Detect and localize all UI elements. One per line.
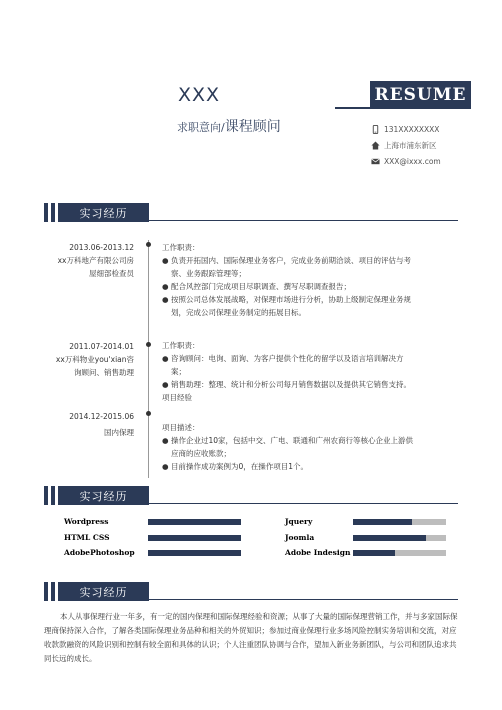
skill-bar bbox=[148, 535, 241, 541]
experience-date: 2013.06-2013.12 bbox=[69, 243, 134, 252]
home-icon bbox=[370, 141, 380, 151]
email-text: XXX@ixxx.com bbox=[384, 156, 441, 166]
list-item: ● 销售助理：整理、统计和分析公司每月销售数据以及提供其它销售支持。 bbox=[162, 380, 411, 389]
contact-phone bbox=[370, 124, 439, 134]
objective-role: 课程顾问 bbox=[224, 119, 281, 135]
resume-banner: RESUME bbox=[370, 81, 471, 108]
skill-bar-fill bbox=[353, 535, 426, 541]
experience-org: xx万科物业you'xian咨 bbox=[55, 355, 134, 364]
contact-email bbox=[370, 156, 441, 166]
experience-heading: 工作职责： bbox=[162, 341, 200, 350]
section-header-skills bbox=[44, 486, 458, 505]
experience-details bbox=[162, 241, 416, 319]
skill-name: HTML CSS bbox=[64, 533, 110, 542]
address-text: 上海市浦东新区 bbox=[384, 141, 437, 150]
skill-bar bbox=[148, 550, 241, 556]
skill-bar-fill bbox=[353, 519, 412, 525]
phone-icon bbox=[370, 124, 380, 134]
resume-underline bbox=[335, 107, 471, 109]
experience-heading: 工作职责： bbox=[162, 243, 200, 252]
section-title: 实习经历 bbox=[58, 582, 149, 601]
experience-date: 2014.12-2015.06 bbox=[69, 412, 134, 421]
section-header-summary bbox=[44, 582, 458, 601]
timeline-dot bbox=[146, 411, 151, 416]
experience-heading: 项目描述： bbox=[162, 423, 200, 432]
phone-text: 131XXXXXXXX bbox=[384, 124, 440, 134]
experience-org: xx万科地产有限公司房 bbox=[57, 256, 134, 265]
experience-org: 国内保理 bbox=[104, 428, 134, 437]
summary-paragraph: 本人从事保理行业一年多，有一定的国内保理和国际保理经验和资源；从事了大量的国际保理营销工作，并与多家国际保理商保持深入合作，了解各类国际保理业务品种和相关的外贸知识；参加过商业保理行业多场风险控制实务培训和交流，对应收款款融资的风险识别和控制有较全面和具体的认识；个人注重团队协调与合作，望加入新业务新团队，与公司和团队追求共同长远的成长。 bbox=[44, 612, 458, 663]
experience-role: 屋细部检查员 bbox=[89, 269, 134, 278]
skill-name: Wordpress bbox=[64, 517, 109, 526]
experience-details bbox=[162, 339, 416, 404]
experience-details bbox=[162, 421, 416, 473]
experience-meta bbox=[44, 241, 134, 280]
skill-bar-fill bbox=[353, 550, 395, 556]
list-item: ● 按照公司总体发展战略，对保理市场进行分析，协助上级制定保理业务规划，完成公司保理业务制定的拓展目标。 bbox=[162, 295, 411, 317]
experience-footer: 项目经验 bbox=[162, 393, 192, 402]
timeline-dot bbox=[146, 342, 151, 347]
experience-role: 询顾问、销售助理 bbox=[74, 368, 134, 377]
skill-bar bbox=[353, 519, 446, 525]
skill-name: Joomla bbox=[285, 533, 315, 542]
skill-name: Adobe Indesign bbox=[285, 548, 351, 557]
skill-name: AdobePhotoshop bbox=[64, 548, 135, 557]
experience-meta bbox=[44, 410, 134, 439]
skill-bar-fill bbox=[148, 550, 241, 556]
section-title: 实习经历 bbox=[58, 486, 149, 505]
experience-date: 2011.07-2014.01 bbox=[69, 342, 134, 351]
skill-bar bbox=[353, 550, 446, 556]
skill-bar bbox=[353, 535, 446, 541]
list-item: ● 目前操作成功案例为0，在操作项目1个。 bbox=[162, 462, 309, 471]
section-header-internship bbox=[44, 203, 458, 222]
mail-icon bbox=[370, 156, 380, 166]
timeline-line bbox=[148, 240, 149, 478]
skill-bar-fill bbox=[148, 519, 241, 525]
objective-prefix: 求职意向/ bbox=[177, 121, 225, 134]
timeline-dot bbox=[146, 242, 151, 247]
skill-name: Jquery bbox=[285, 517, 313, 526]
list-item: ● 咨询顾问：电询、面询、为客户提供个性化的留学以及语言培训解决方案； bbox=[162, 354, 404, 376]
skill-bar-fill bbox=[148, 535, 241, 541]
list-item: ● 操作企业过10家，包括中交、广电、联通和广州农商行等核心企业上游供应商的应收账款； bbox=[162, 436, 414, 458]
section-title: 实习经历 bbox=[58, 203, 149, 222]
list-item: ● 配合风控部门完成项目尽职调查、撰写尽职调查报告； bbox=[162, 282, 351, 291]
skill-bar bbox=[148, 519, 241, 525]
job-objective bbox=[177, 116, 281, 136]
candidate-name: XXX bbox=[178, 84, 221, 106]
list-item: ● 负责开拓国内、国际保理业务客户，完成业务前期洽谈、项目的评估与考察、业务跟踪管理等； bbox=[162, 256, 411, 278]
experience-meta bbox=[44, 340, 134, 379]
contact-address bbox=[370, 140, 437, 151]
